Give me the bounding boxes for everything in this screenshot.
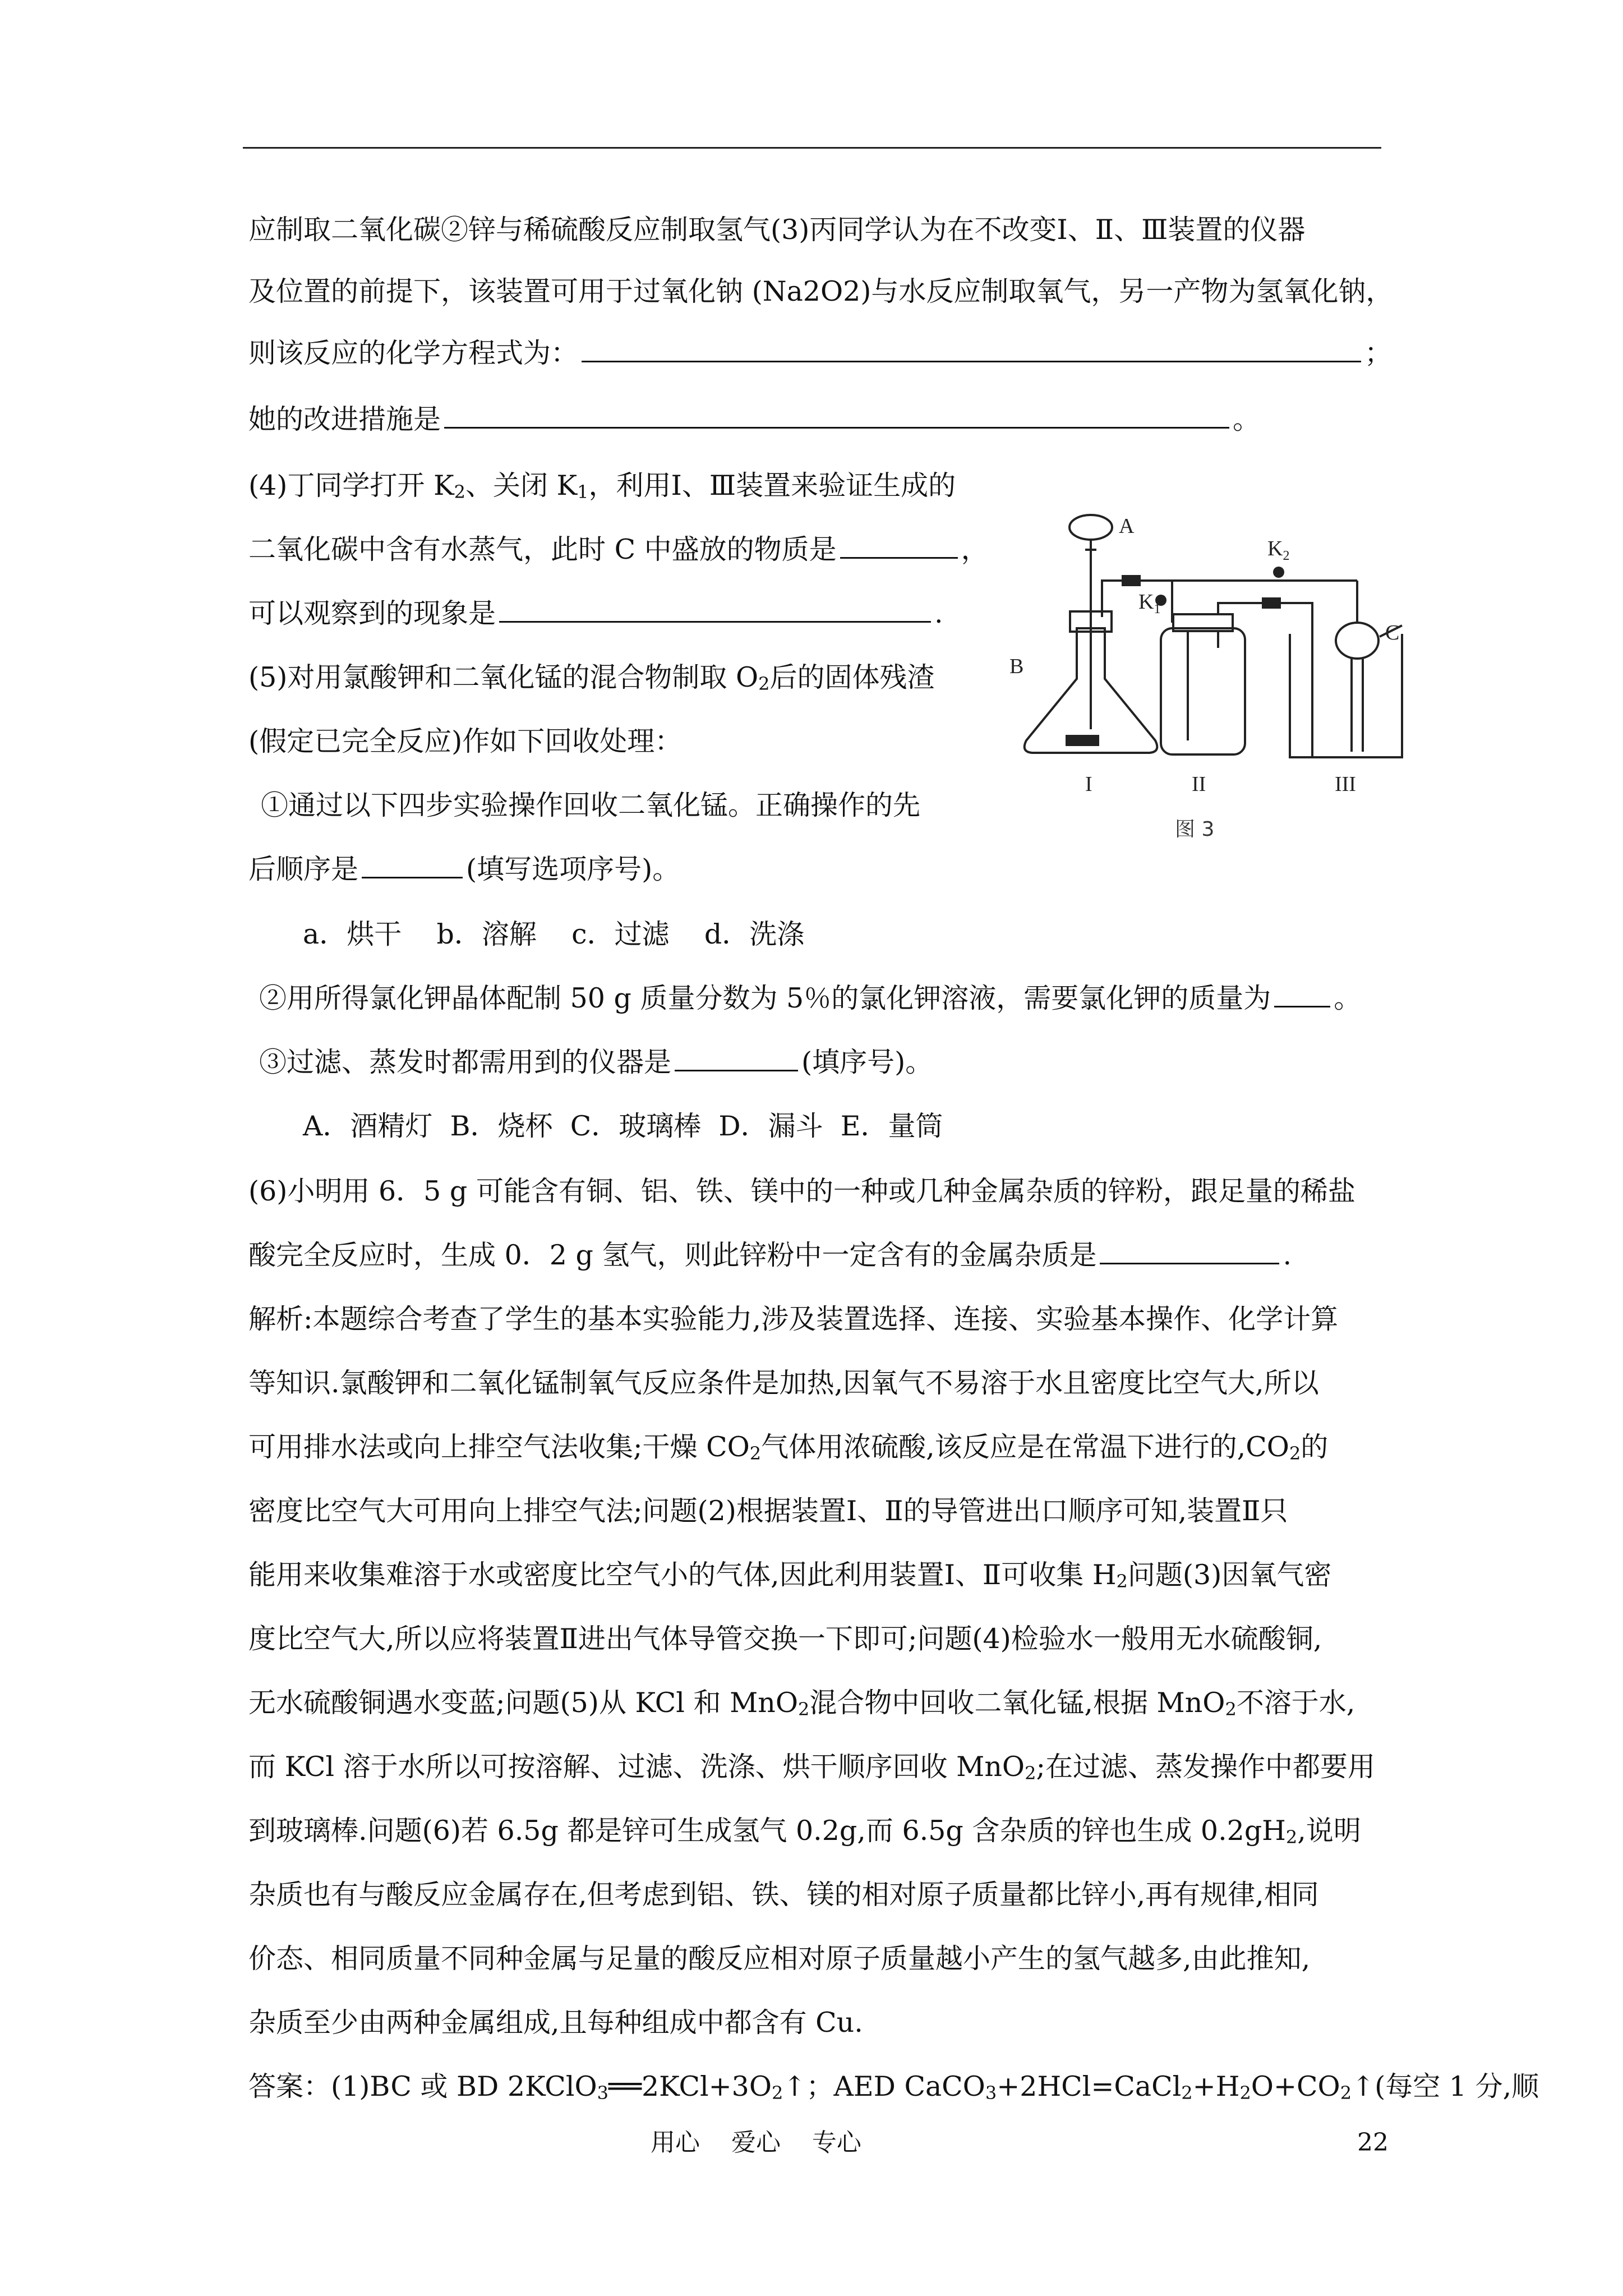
text-line: 杂质也有与酸反应金属存在,但考虑到铝、铁、镁的相对原子质量都比锌小,再有规律,相同 <box>248 1879 1319 1911</box>
text-line: 等知识.氯酸钾和二氧化锰制氧气反应条件是加热,因氧气不易溶于水且密度比空气大,所以 <box>248 1367 1319 1399</box>
svg-text:A: A <box>1119 514 1135 538</box>
answer-blank[interactable] <box>444 404 1229 429</box>
text-line: 可以观察到的现象是 . <box>248 597 943 629</box>
text-line: 解析:本题综合考查了学生的基本实验能力,涉及装置选择、连接、实验基本操作、化学计算 <box>248 1303 1339 1335</box>
text-line: 二氧化碳中含有水蒸气，此时 C 中盛放的物质是 ， <box>248 533 989 565</box>
funnel-a-bulb <box>1069 515 1112 540</box>
figure-caption: 图 3 <box>1175 818 1215 841</box>
solid-sample <box>1066 735 1099 746</box>
text-line: 可用排水法或向上排空气法收集;干燥 $CO_2$气体用浓硫酸,该反应是在常温下进行的$,CO_2$的 <box>248 1431 1329 1464</box>
text-line: (6)小明用 6．5 g 可能含有铜、铝、铁、镁中的一种或几种金属杂质的锌粉，跟足量的稀盐 <box>248 1175 1355 1207</box>
text-line: (4)丁同学打开 $K_2$、关闭 $K_1$，利用Ⅰ、Ⅲ装置来验证生成的 <box>248 470 956 503</box>
text-line: (5)对用氯酸钾和二氧化锰的混合物制取 $O_2$后的固体残渣 <box>248 661 935 694</box>
apparatus-figure <box>1009 494 1419 853</box>
svg-text:II: II <box>1192 772 1206 796</box>
text-line: ③过滤、蒸发时都需用到的仪器是 (填序号)。 <box>259 1046 933 1078</box>
header-rule <box>243 147 1381 149</box>
text-line: 她的改进措施是 。 <box>248 403 1261 435</box>
text-line: (假定已完全反应)作如下回收处理： <box>248 725 683 757</box>
svg-text:C: C <box>1385 621 1400 645</box>
answer-blank[interactable] <box>675 1047 798 1071</box>
text-line: 到玻璃棒.问题(6)若 6.5g 都是锌可生成氢气 0.2g,而 6.5g 含杂质的锌也生成 $0.2gH_2$,说明 <box>248 1815 1361 1848</box>
text-line: 后顺序是 (填写选项序号)。 <box>248 853 680 885</box>
text-line: 答案：(1)BC 或 BD $2KClO_3══2KCl+3O_2↑$；AED $CaCO_3+2HCl=CaCl_2+H_2O+CO_2↑$(每空 1 分,顺 <box>248 2070 1539 2104</box>
text-line: ②用所得氯化钾晶体配制 50 g 质量分数为 5％的氯化钾溶液，需要氯化钾的质量为 。 <box>259 982 1362 1014</box>
footer-motto: 用心 爱心 专心 <box>651 2128 861 2157</box>
answer-blank[interactable] <box>362 854 463 878</box>
answer-blank[interactable] <box>840 535 958 559</box>
text-line: 度比空气大,所以应将装置Ⅱ进出气体导管交换一下即可;问题(4)检验水一般用无水硫酸铜, <box>248 1623 1322 1655</box>
valve-k2 <box>1273 567 1284 578</box>
text-line: 及位置的前提下，该装置可用于过氧化钠 (Na2O2)与水反应制取氧气，另一产物为氢氧化钠， <box>248 275 1394 307</box>
hose-connector <box>1122 575 1141 586</box>
answer-blank[interactable] <box>582 338 1361 362</box>
text-line: 应制取二氧化碳②锌与稀硫酸反应制取氢气(3)丙同学认为在不改变Ⅰ、Ⅱ、Ⅲ装置的仪器 <box>248 214 1306 246</box>
page-number: 22 <box>1357 2128 1389 2157</box>
svg-text:K2: $K_2$ <box>1267 537 1290 563</box>
answer-blank[interactable] <box>1100 1240 1279 1264</box>
answer-blank[interactable] <box>1274 983 1330 1007</box>
text-line: 则该反应的化学方程式为： ； <box>248 337 1393 369</box>
svg-text:I: I <box>1085 772 1092 796</box>
text-line: 而 KCl 溶于水所以可按溶解、过滤、洗涤、烘干顺序回收 MnO$_2$;在过滤、蒸发操作中都要用 <box>248 1751 1375 1784</box>
text-line: 价态、相同质量不同种金属与足量的酸反应相对原子质量越小产生的氢气越多,由此推知, <box>248 1943 1311 1975</box>
text-line: 杂质至少由两种金属组成,且每种组成中都含有 Cu. <box>248 2007 863 2039</box>
beaker-iii <box>1290 634 1402 757</box>
bulb-c <box>1336 623 1378 659</box>
text-line: A．酒精灯 B．烧杯 C．玻璃棒 D．漏斗 E．量筒 <box>303 1110 943 1142</box>
text-line: 密度比空气大可用向上排空气法;问题(2)根据装置Ⅰ、Ⅱ的导管进出口顺序可知,装置Ⅱ只 <box>248 1495 1288 1527</box>
hose-connector <box>1262 597 1281 609</box>
bottle-ii <box>1161 628 1245 754</box>
text-line: 无水硫酸铜遇水变蓝;问题(5)从 KCl 和 MnO$_2$混合物中回收二氧化锰,根据 MnO$_2$不溶于水, <box>248 1687 1355 1720</box>
svg-text:B: B <box>1009 655 1024 678</box>
text-line: ①通过以下四步实验操作回收二氧化锰。正确操作的先 <box>261 789 921 821</box>
answer-blank[interactable] <box>499 599 931 623</box>
text-line: a．烘干 b．溶解 c．过滤 d．洗涤 <box>303 918 805 950</box>
svg-text:III: III <box>1335 772 1356 796</box>
text-line: 酸完全反应时，生成 0．2 g 氢气，则此锌粉中一定含有的金属杂质是 . <box>248 1239 1292 1271</box>
svg-text:K1: $K_1$ <box>1138 590 1161 616</box>
text-line: 能用来收集难溶于水或密度比空气小的气体,因此利用装置Ⅰ、Ⅱ可收集 $H_2$问题(3)因氧气密 <box>248 1559 1332 1592</box>
